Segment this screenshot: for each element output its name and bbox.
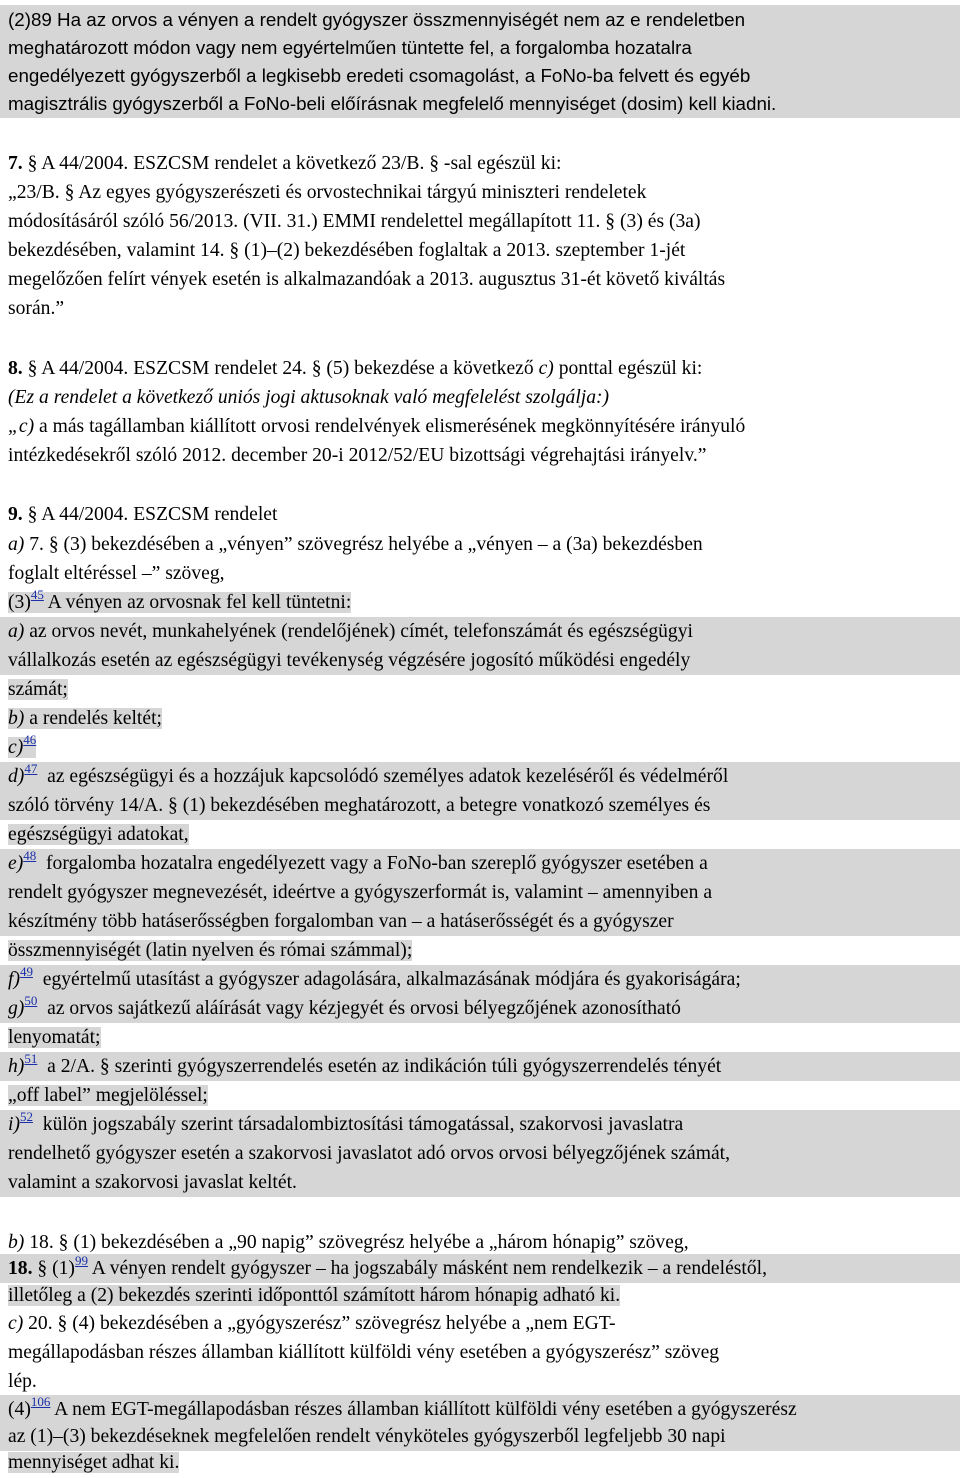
point-text: 18. § (1) bekezdésében a „90 napig” szövegrész helyébe a „három hónapig” szöveg, (24, 1232, 689, 1253)
paragraph-line (0, 1309, 960, 1338)
paragraph-line: magisztrális gyógyszerből a FoNo-beli előírásnak megfelelő mennyiséget (dosim) kell kiadni. (0, 89, 960, 118)
section-number: 9. (8, 504, 23, 525)
point-text: A vényen az orvosnak fel kell tüntetni: (43, 592, 352, 613)
section-heading-text: § A 44/2004. ESZCSM rendelet a következő 23/B. § -sal egészül ki: (22, 153, 562, 174)
paragraph-line (0, 936, 960, 965)
paragraph-line (0, 530, 960, 559)
footnote-link[interactable]: 51 (24, 1051, 38, 1066)
point-text: számát; (8, 679, 68, 700)
point-text: A vényen rendelt gyógyszer – ha jogszabály másként nem rendelkezik – a rendeléstől, (87, 1258, 767, 1279)
point-text: a más tagállamban kiállított orvosi rendelvények elismerésének megkönnyítésére irányuló (34, 416, 746, 437)
point-text: A nem EGT-megállapodásban részes államban kiállított külföldi vény esetében a gyógyszerész (50, 1399, 797, 1420)
paragraph-line: során.” (8, 298, 65, 319)
footnote-link[interactable]: 52 (19, 1109, 33, 1124)
paragraph-line: rendelhető gyógyszer esetén a szakorvosi javaslatot adó orvos orvosi bélyegzőjének számát, (0, 1139, 960, 1168)
point-text: az orvos nevét, munkahelyének (rendelőjének) címét, telefonszámát és egészségügyi (24, 621, 693, 642)
point-text: a 2/A. § szerinti gyógyszerrendelés esetén az indikáción túli gyógyszerrendelés tényét (37, 1056, 722, 1077)
paragraph-line (0, 1254, 960, 1283)
section-number: 18. (8, 1258, 33, 1279)
paragraph-line: vállalkozás esetén az egészségügyi tevékenység végzésére jogosító működési engedély (0, 646, 960, 675)
point-label: i) (8, 1114, 20, 1135)
paragraph-number: § (1) (32, 1258, 75, 1279)
point-label: c) (538, 358, 554, 379)
paragraph-line: „23/B. § Az egyes gyógyszerészeti és orvostechnikai tárgyú miniszteri rendeletek (8, 182, 647, 203)
paragraph-line: (2)89 Ha az orvos a vényen a rendelt gyógyszer összmennyiségét nem az e rendeletben (0, 5, 960, 34)
point-label: a) (8, 534, 25, 555)
footnote-link[interactable]: 50 (24, 993, 38, 1008)
point-text: mennyiséget adhat ki. (8, 1452, 180, 1473)
paragraph-line (0, 820, 960, 849)
point-text: egyértelmű utasítást a gyógyszer adagolására, alkalmazásának módjára és gyakoriságára; (32, 969, 741, 990)
footnote-link[interactable]: 45 (30, 587, 44, 602)
footnote-link[interactable]: 47 (24, 761, 38, 776)
footnote-link[interactable]: 106 (30, 1394, 51, 1409)
point-text: 20. § (4) bekezdésében a „gyógyszerész” szövegrész helyébe a „nem EGT- (23, 1313, 616, 1334)
paragraph-line (0, 1110, 960, 1139)
point-label: a) (8, 621, 25, 642)
paragraph-line: az (1)–(3) bekezdéseknek megfelelően rendelt vényköteles gyógyszerből legfeljebb 30 napi (0, 1422, 960, 1451)
footnote-link[interactable]: 99 (74, 1253, 88, 1268)
section-heading-text: § A 44/2004. ESZCSM rendelet 24. § (5) bekezdése a következő (22, 358, 539, 379)
footnote-link[interactable]: 48 (23, 848, 37, 863)
paragraph-line (0, 1395, 960, 1424)
point-text: 7. § (3) bekezdésében a „vényen” szövegrész helyébe a „vényen – a (3a) bekezdésben (24, 534, 703, 555)
paragraph-line (0, 733, 960, 762)
section-7-heading (0, 149, 960, 178)
italic-line: (Ez a rendelet a következő uniós jogi aktusoknak való megfelelést szolgálja:) (8, 387, 610, 408)
paragraph-line: lép. (8, 1371, 37, 1392)
point-label: c) (8, 737, 24, 758)
section-number: 7. (8, 153, 23, 174)
paragraph-line (0, 675, 960, 704)
paragraph-line (0, 1448, 960, 1477)
paragraph-line (0, 762, 960, 791)
point-text: forgalomba hozatalra engedélyezett vagy a FoNo-ban szereplő gyógyszer esetében a (36, 853, 708, 874)
point-text: egészségügyi adatokat, (8, 824, 189, 845)
point-text: az egészségügyi és a hozzájuk kapcsolódó személyes adatok kezeléséről és védelméről (37, 766, 729, 787)
paragraph-line (0, 1281, 960, 1310)
paragraph-number: (3) (8, 592, 31, 613)
paragraph-line: meghatározott módon vagy nem egyértelműen tüntette fel, a forgalomba hozatalra (0, 33, 960, 62)
paragraph-line: módosításáról szóló 56/2013. (VII. 31.) EMMI rendelettel megállapított 11. § (3) és (3a) (8, 211, 701, 232)
point-label: h) (8, 1056, 25, 1077)
point-text: külön jogszabály szerint társadalombiztosítási támogatással, szakorvosi javaslatra (32, 1114, 684, 1135)
paragraph-line: készítmény több hatáserősségben forgalomban van – a hatáserősségét és a gyógyszer (0, 907, 960, 936)
footnote-link[interactable]: 49 (19, 964, 33, 979)
paragraph-line (0, 1023, 960, 1052)
point-text: a rendelés keltét; (24, 708, 162, 729)
paragraph-line: foglalt eltéréssel –” szöveg, (8, 563, 225, 584)
paragraph-line: szóló törvény 14/A. § (1) bekezdésében meghatározott, a betegre vonatkozó személyes és (0, 791, 960, 820)
section-9-heading (0, 500, 960, 529)
paragraph-line (0, 1052, 960, 1081)
paragraph-line (0, 965, 960, 994)
section-8-heading (0, 354, 960, 383)
point-label: g) (8, 998, 25, 1019)
point-label: b) (8, 708, 25, 729)
point-label: d) (8, 766, 25, 787)
paragraph-line (0, 1228, 960, 1257)
paragraph-line: megállapodásban részes államban kiállított külföldi vény esetében a gyógyszerész” szöveg (8, 1342, 720, 1363)
section-heading-text: § A 44/2004. ESZCSM rendelet (22, 504, 278, 525)
paragraph-line (0, 588, 960, 617)
paragraph-line: valamint a szakorvosi javaslat keltét. (0, 1168, 960, 1197)
point-text: az orvos sajátkezű aláírását vagy kézjegyét és orvosi bélyegzőjének azonosítható (37, 998, 681, 1019)
point-label: c) (8, 1313, 24, 1334)
section-heading-text: ponttal egészül ki: (553, 358, 703, 379)
paragraph-line (0, 994, 960, 1023)
paragraph-line (0, 704, 960, 733)
paragraph-line: rendelt gyógyszer megnevezését, ideértve a gyógyszerformát is, valamint – amennyiben a (0, 878, 960, 907)
paragraph-line: intézkedésekről szóló 2012. december 20-i 2012/52/EU bizottsági végrehajtási irányelv.” (8, 445, 707, 466)
point-text: illetőleg a (2) bekezdés szerinti időponttól számított három hónapig adható ki. (8, 1285, 621, 1306)
paragraph-line: bekezdésében, valamint 14. § (1)–(2) bekezdésében foglaltak a 2013. szeptember 1-jét (8, 240, 686, 261)
point-label: e) (8, 853, 24, 874)
footnote-link[interactable]: 46 (23, 732, 37, 747)
point-label: b) (8, 1232, 25, 1253)
point-text: lenyomatát; (8, 1027, 101, 1048)
point-text: „off label” megjelöléssel; (8, 1085, 208, 1106)
paragraph-number: (4) (8, 1399, 31, 1420)
point-label: „c) (8, 416, 35, 437)
paragraph-line (0, 617, 960, 646)
point-text: összmennyiségét (latin nyelven és római számmal); (8, 940, 413, 961)
paragraph-line: engedélyezett gyógyszerből a legkisebb eredeti csomagolást, a FoNo-ba felvett és egyéb (0, 61, 960, 90)
point-label: f) (8, 969, 20, 990)
paragraph-line: megelőzően felírt vények esetén is alkalmazandóak a 2013. augusztus 31-ét követő kiváltás (8, 269, 726, 290)
paragraph-line (0, 1081, 960, 1110)
paragraph-line (0, 849, 960, 878)
paragraph-line (0, 412, 960, 441)
section-number: 8. (8, 358, 23, 379)
